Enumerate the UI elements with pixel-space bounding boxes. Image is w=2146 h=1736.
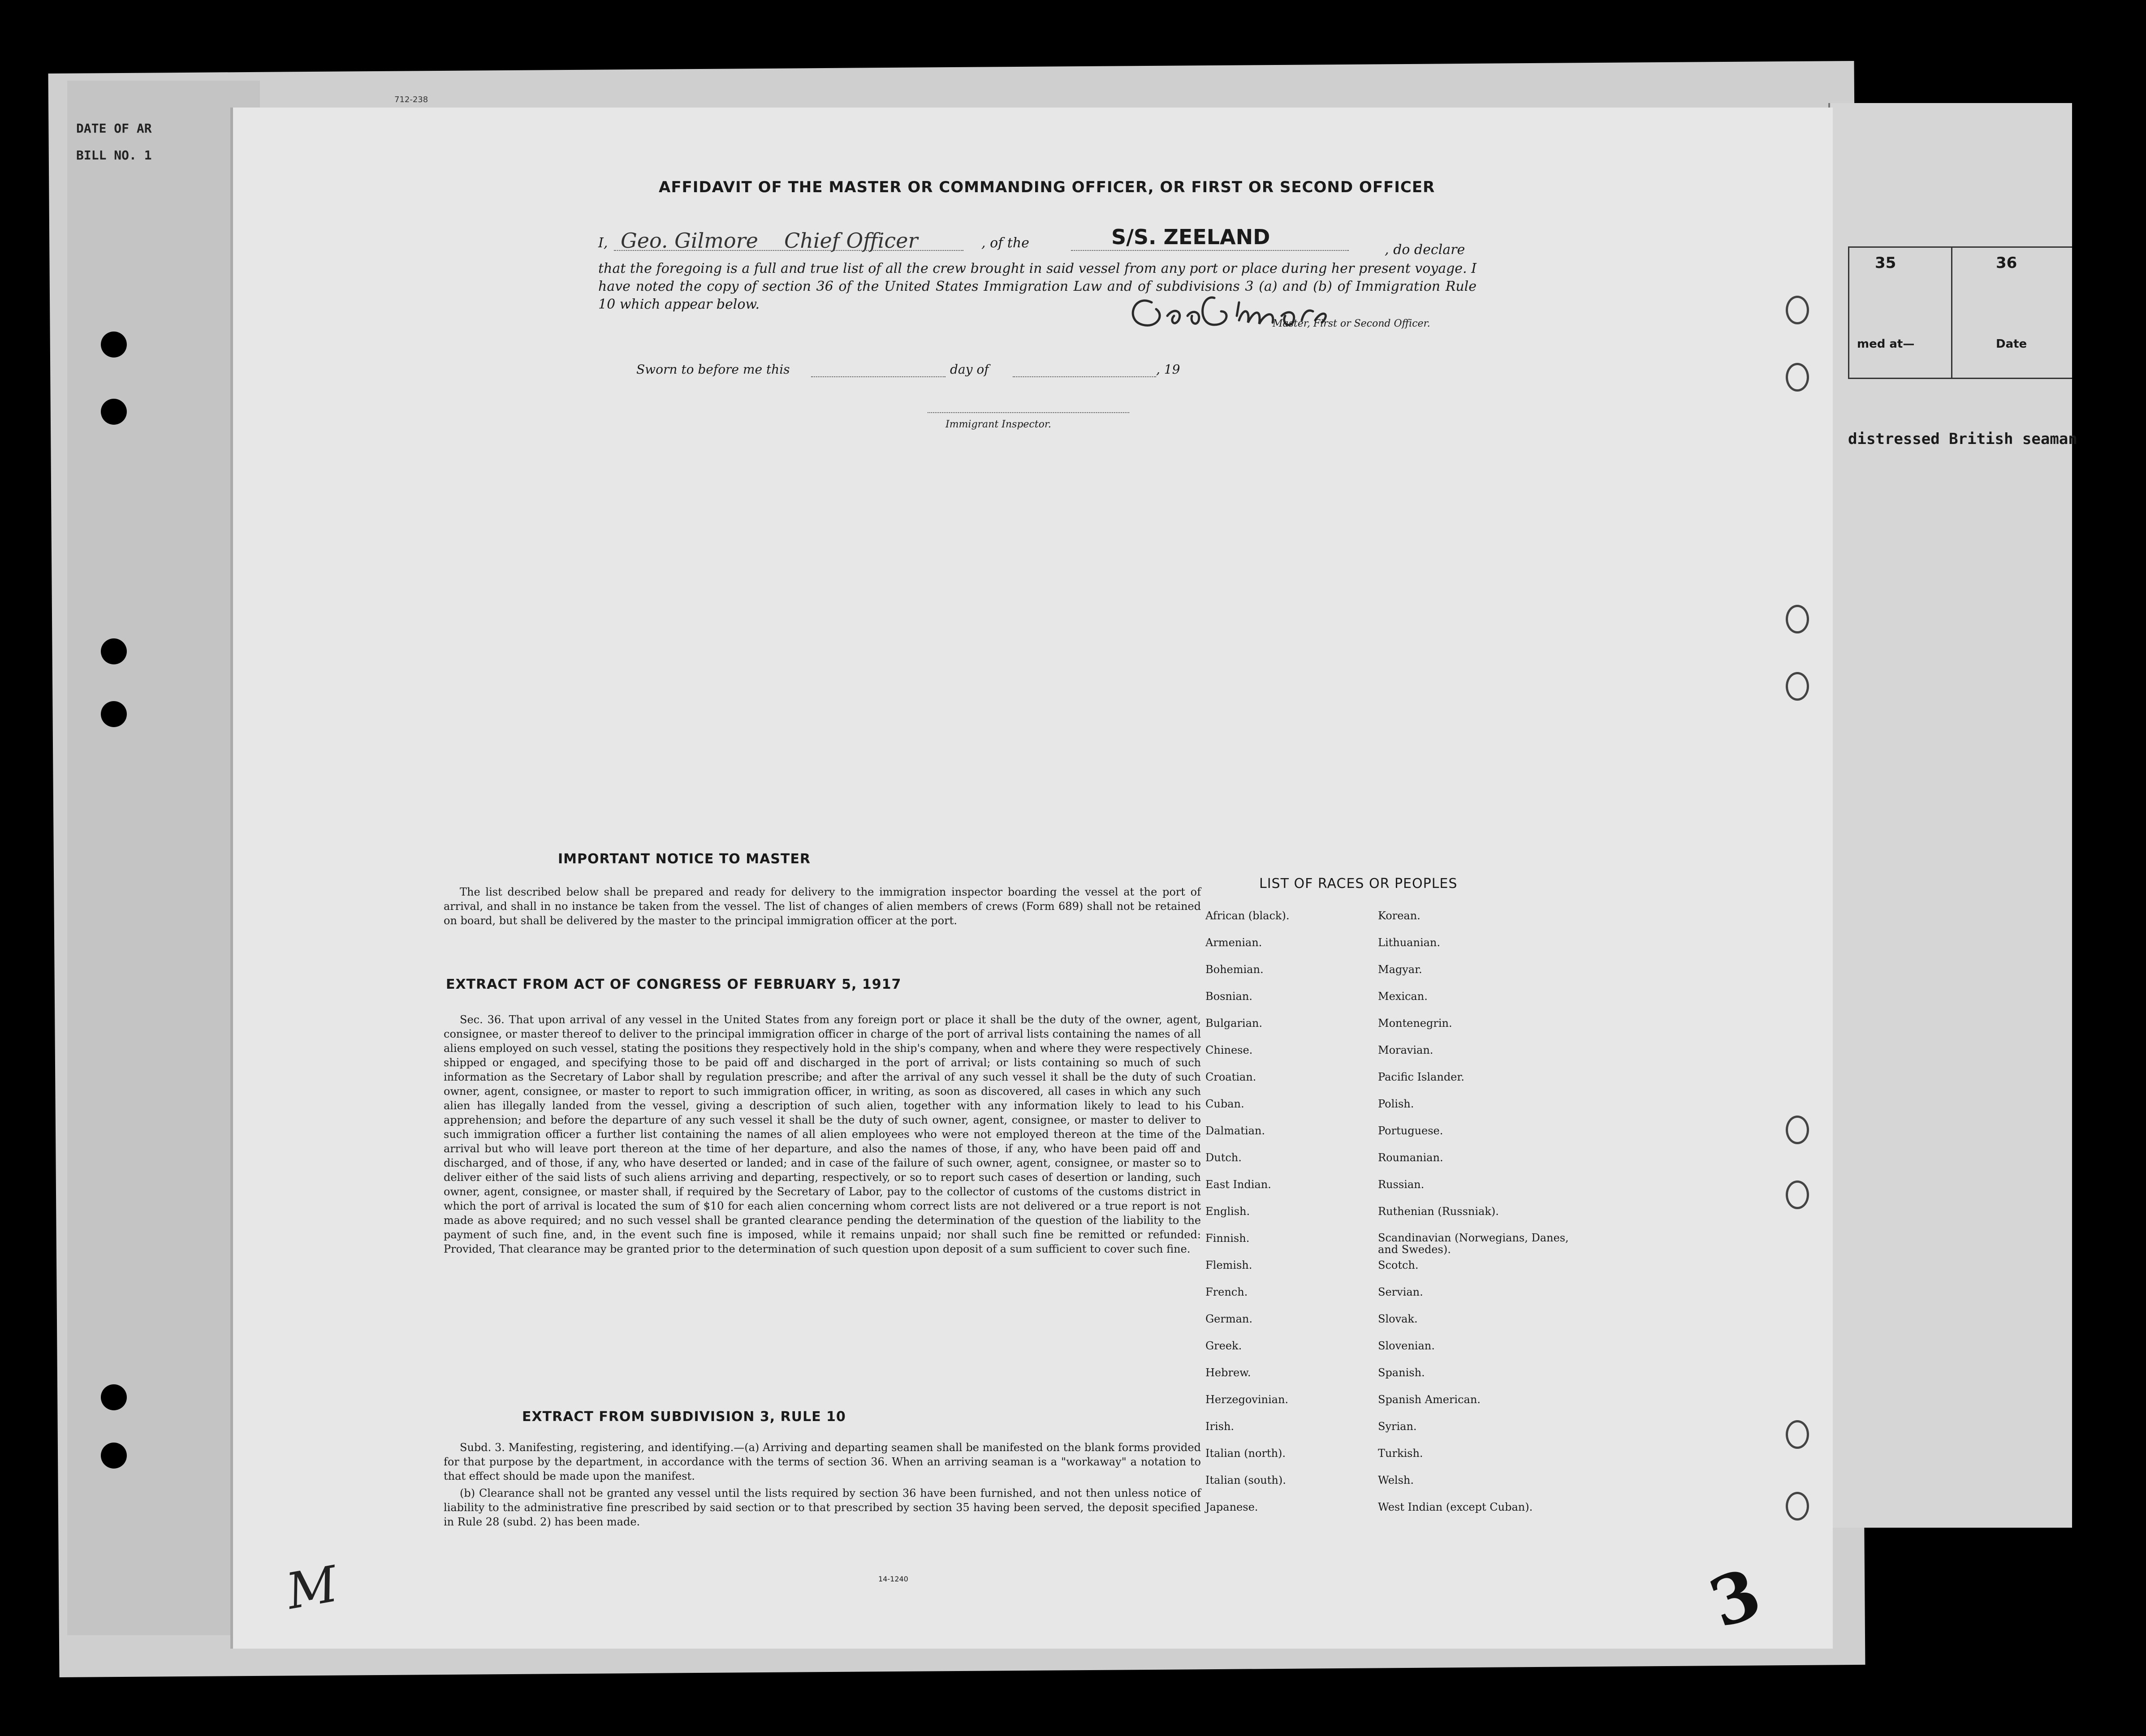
race-item: English. <box>1205 1205 1250 1218</box>
binder-hole <box>101 638 127 664</box>
race-item: Hebrew. <box>1205 1366 1251 1379</box>
races-title: LIST OF RACES OR PEOPLES <box>1259 876 1458 892</box>
race-item: Spanish. <box>1378 1366 1425 1379</box>
race-item: Italian (north). <box>1205 1447 1286 1460</box>
race-item: Italian (south). <box>1205 1474 1286 1486</box>
punch-hole <box>1786 1180 1809 1209</box>
punch-hole <box>1786 605 1809 633</box>
race-item: Syrian. <box>1378 1420 1417 1433</box>
year-label: , 19 <box>1156 362 1180 377</box>
race-item: Moravian. <box>1378 1044 1434 1056</box>
race-item: Slovenian. <box>1378 1340 1435 1352</box>
of-the-label: , of the <box>981 235 1029 251</box>
manifest-header-row <box>1848 246 2072 379</box>
race-item: Japanese. <box>1205 1501 1258 1513</box>
races-left-column <box>1205 909 1367 1528</box>
race-item: Irish. <box>1205 1420 1235 1433</box>
race-item: Russian. <box>1378 1178 1425 1191</box>
declaration-body: that the foregoing is a full and true list of all the crew brought in said vessel from any port or place during her present voyage. I have noted the copy of section 36 of the United States Immigration Law and of subdivisions 3 (a) and (b) of Immigration Rule 10 which appear below. <box>598 261 1477 312</box>
race-item: French. <box>1205 1286 1248 1298</box>
binder-hole <box>101 1384 127 1410</box>
notice-text <box>444 885 1201 930</box>
name-line <box>614 250 963 251</box>
race-item: Montenegrin. <box>1378 1017 1452 1030</box>
column-number-36: 36 <box>1996 254 2017 272</box>
race-item: Herzegovinian. <box>1205 1393 1289 1406</box>
punch-hole <box>1786 672 1809 701</box>
column-label-36: Date <box>1996 337 2027 351</box>
punch-hole <box>1786 1420 1809 1449</box>
punch-hole <box>1786 1116 1809 1144</box>
race-item: Pacific Islander. <box>1378 1071 1464 1083</box>
page-number-mark: 3 <box>1700 1553 1771 1644</box>
race-item: African (black). <box>1205 909 1290 922</box>
form-number: 712-238 <box>394 95 428 104</box>
rule-extract-text <box>444 1440 1201 1532</box>
race-item: Bulgarian. <box>1205 1017 1262 1030</box>
section-36-paragraph: Sec. 36. That upon arrival of any vessel in the United States from any foreign port or place it shall be the duty of the owner, agent, consignee, or master thereof to deliver to the principal immigration officer in charge of the port of arrival lists containing the names of all aliens employed on such vessel, stating the positions they respectively hold in the ship's company, when and where they were respectively shipped or engaged, and specifying those to be paid off and discharged in the port of arrival; or lists containing so much of such information as the Secretary of Labor shall by regulation prescribe; and after the arrival of any such vessel it shall be the duty of such owner, agent, consignee, or master to report to such immigration officer, in writing, as soon as discovered, all cases in which any such alien has illegally landed from the vessel, giving a description of such alien, together with any information likely to lead to his apprehension; and before the departure of any such vessel it shall be the duty of such owner, agent, consignee, or master to deliver to such immigration officer a further list containing the names of all alien employees who were not employed thereon at the time of the arrival but who will leave port thereon at the time of her departure, and also the names of those, if any, who have been paid off and discharged, and of those, if any, who have deserted or landed; and in case of the failure of such owner, agent, consignee, or master so to deliver either of the said lists of such aliens arriving and departing, respectively, or so to report such cases of desertion or landing, such owner, agent, consignee, or master shall, if required by the Secretary of Labor, pay to the collector of customs of the customs district in which the port of arrival is located the sum of $10 for each alien concerning whom correct lists are not delivered or a true report is not made as above required; and no such vessel shall be granted clearance pending the determination of the question of the liability to the payment of such fine, and, in the event such fine is imposed, while it remains unpaid; nor shall such fine be remitted or refunded: Provided, That clearance may be granted prior to the determination of such question upon deposit of a sum sufficient to cover such fine. <box>444 1013 1201 1255</box>
race-item: Bosnian. <box>1205 990 1252 1003</box>
officer-role: Chief Officer <box>784 228 918 253</box>
affidavit-title: AFFIDAVIT OF THE MASTER OR COMMANDING OFFICER, OR FIRST OR SECOND OFFICER <box>659 178 1435 196</box>
race-item: Ruthenian (Russniak). <box>1378 1205 1499 1218</box>
races-right-column <box>1378 909 1575 1528</box>
sworn-label: Sworn to before me this <box>636 362 790 377</box>
race-item: Welsh. <box>1378 1474 1414 1486</box>
punch-hole <box>1786 1492 1809 1521</box>
rule-paragraph-b: (b) Clearance shall not be granted any vessel until the lists required by section 36 have been furnished, and not then unless notice of liability to the administrative fine prescribed by said section or to that prescribed by section 35 having been served, the deposit specified in Rule 28 (subd. 2) has been made. <box>444 1487 1201 1528</box>
vessel-line <box>1071 250 1349 251</box>
race-item: Polish. <box>1378 1098 1414 1110</box>
race-item: Bohemian. <box>1205 963 1264 976</box>
race-item: German. <box>1205 1313 1252 1325</box>
race-item: Scandinavian (Norwegians, Danes, and Swedes). <box>1378 1232 1569 1256</box>
notice-title: IMPORTANT NOTICE TO MASTER <box>558 851 811 867</box>
race-item: Lithuanian. <box>1378 936 1441 949</box>
form-code: 14-1240 <box>878 1575 908 1583</box>
race-item: Magyar. <box>1378 963 1422 976</box>
race-item: Finnish. <box>1205 1232 1250 1245</box>
rule-extract-title: EXTRACT FROM SUBDIVISION 3, RULE 10 <box>522 1409 846 1425</box>
column-label-35: med at— <box>1857 337 1915 351</box>
left-underlying-sheet <box>67 81 260 1635</box>
race-item: Dutch. <box>1205 1151 1242 1164</box>
race-item: Korean. <box>1378 909 1421 922</box>
act-extract-text <box>444 1012 1201 1259</box>
race-item: Servian. <box>1378 1286 1423 1298</box>
col-divider <box>1951 248 1952 378</box>
notice-paragraph: The list described below shall be prepared and ready for delivery to the immigration inspector boarding the vessel at the port of arrival, and shall in no instance be taken from the vessel. The list of changes of alien members of crews (Form 689) shall not be retained on board, but shall be delivered by the master to the principal immigration officer at the port. <box>444 886 1201 927</box>
race-item: Cuban. <box>1205 1098 1244 1110</box>
race-item: Croatian. <box>1205 1071 1257 1083</box>
race-item: Chinese. <box>1205 1044 1253 1056</box>
race-item: Flemish. <box>1205 1259 1252 1271</box>
race-item: Spanish American. <box>1378 1393 1481 1406</box>
race-item: Greek. <box>1205 1340 1242 1352</box>
column-number-35: 35 <box>1875 254 1896 272</box>
vessel-name: S/S. ZEELAND <box>1111 225 1270 249</box>
day-of-label: day of <box>950 362 989 377</box>
race-item: Roumanian. <box>1378 1151 1443 1164</box>
binder-hole <box>101 332 127 358</box>
act-extract-title: EXTRACT FROM ACT OF CONGRESS OF FEBRUARY 5, 1917 <box>446 977 902 992</box>
race-item: West Indian (except Cuban). <box>1378 1501 1533 1513</box>
punch-hole <box>1786 296 1809 324</box>
sworn-month-line <box>1013 376 1156 377</box>
race-item: East Indian. <box>1205 1178 1271 1191</box>
inspector-label: Immigrant Inspector. <box>946 419 1051 430</box>
race-item: Mexican. <box>1378 990 1428 1003</box>
race-item: Turkish. <box>1378 1447 1423 1460</box>
signature-caption: Master, First or Second Officer. <box>1273 318 1430 329</box>
race-item: Dalmatian. <box>1205 1124 1265 1137</box>
race-item: Slovak. <box>1378 1313 1418 1325</box>
binder-hole <box>101 399 127 425</box>
affidavit-sheet <box>233 95 1833 1649</box>
race-item: Portuguese. <box>1378 1124 1443 1137</box>
declare-label: , do declare <box>1385 242 1465 258</box>
underlying-manifest-sheet <box>1828 103 2077 1528</box>
binder-hole <box>101 701 127 727</box>
race-item: Armenian. <box>1205 936 1262 949</box>
punch-hole <box>1786 363 1809 392</box>
binder-hole <box>101 1443 127 1469</box>
typed-note: distressed British seaman <box>1848 430 2077 448</box>
race-item: Scotch. <box>1378 1259 1419 1271</box>
left-sheet-text-0: DATE OF AR <box>76 121 152 136</box>
corner-handwritten-mark: M <box>282 1555 342 1620</box>
rule-paragraph-a: Subd. 3. Manifesting, registering, and identifying.—(a) Arriving and departing seamen shall be manifested on the blank forms provided for that purpose by the department, in accordance with the terms of section 36. When an arriving seaman is a "workaway" a notation to that effect should be made upon the manifest. <box>444 1441 1201 1482</box>
col-divider <box>1848 248 1849 378</box>
officer-name: Geo. Gilmore <box>621 228 758 253</box>
sworn-day-line <box>811 376 946 377</box>
declaration-i: I, <box>598 235 608 251</box>
left-sheet-text-1: BILL NO. 1 <box>76 148 152 163</box>
inspector-signature-line <box>928 412 1129 413</box>
